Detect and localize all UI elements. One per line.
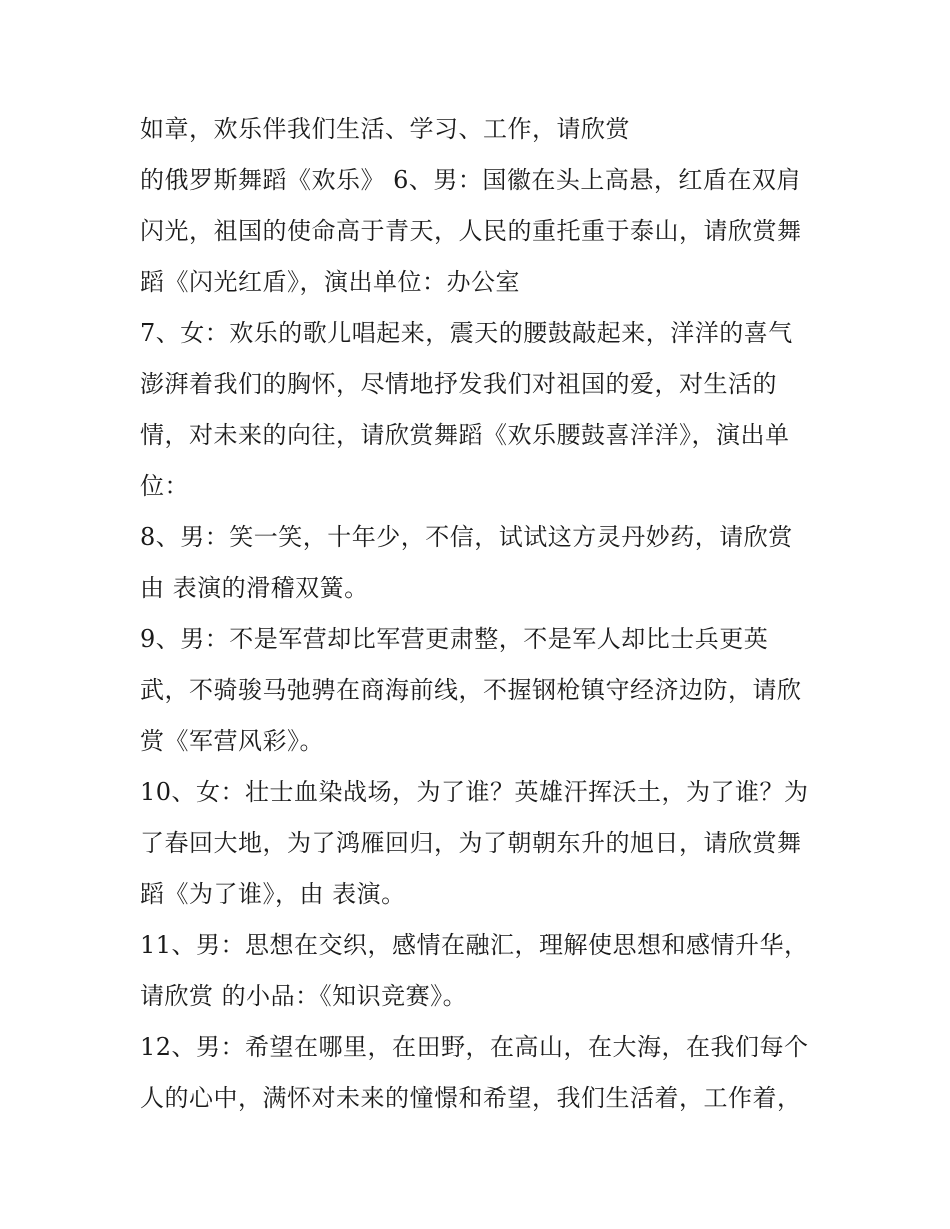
text-line-12: 武，不骑骏马弛骋在商海前线，不握钢枪镇守经济边防，请欣: [140, 676, 802, 704]
text-line-8: 位：: [140, 472, 189, 500]
text-line-20: 人的心中，满怀对未来的憧憬和希望，我们生活着，工作着，: [140, 1084, 802, 1112]
text-line-14: 10、女：壮士血染战场，为了谁？英雄汗挥沃土，为了谁？为: [140, 778, 809, 806]
text-line-2: 的俄罗斯舞蹈《欢乐》 6、男：国徽在头上高悬，红盾在双肩: [140, 166, 801, 194]
text-line-5: 7、女：欢乐的歌儿唱起来，震天的腰鼓敲起来，洋洋的喜气: [140, 319, 793, 347]
text-line-15: 了春回大地，为了鸿雁回归，为了朝朝东升的旭日，请欣赏舞: [140, 829, 802, 857]
text-line-1: 如章，欢乐伴我们生活、学习、工作，请欣赏: [140, 115, 630, 143]
text-line-19: 12、男：希望在哪里，在田野，在高山，在大海，在我们每个: [140, 1033, 809, 1061]
document-body: [140, 104, 820, 1124]
text-line-3: 闪光，祖国的使命高于青天，人民的重托重于泰山，请欣赏舞: [140, 217, 802, 245]
text-line-6: 澎湃着我们的胸怀，尽情地抒发我们对祖国的爱，对生活的: [140, 370, 777, 398]
text-line-10: 由 表演的滑稽双簧。: [140, 574, 369, 602]
text-line-16: 蹈《为了谁》，由 表演。: [140, 880, 406, 908]
text-line-11: 9、男：不是军营却比军营更肃整，不是军人却比士兵更英: [140, 625, 769, 653]
text-line-4: 蹈《闪光红盾》，演出单位：办公室: [140, 268, 520, 296]
text-line-7: 情，对未来的向往，请欣赏舞蹈《欢乐腰鼓喜洋洋》，演出单: [140, 421, 790, 449]
text-line-9: 8、男：笑一笑，十年少，不信，试试这方灵丹妙药，请欣赏: [140, 523, 793, 551]
text-line-17: 11、男：思想在交织，感情在融汇，理解使思想和感情升华，: [140, 931, 809, 959]
text-line-13: 赏《军营风彩》。: [140, 727, 324, 755]
text-line-18: 请欣赏 的小品：《知识竞赛》。: [140, 982, 468, 1010]
